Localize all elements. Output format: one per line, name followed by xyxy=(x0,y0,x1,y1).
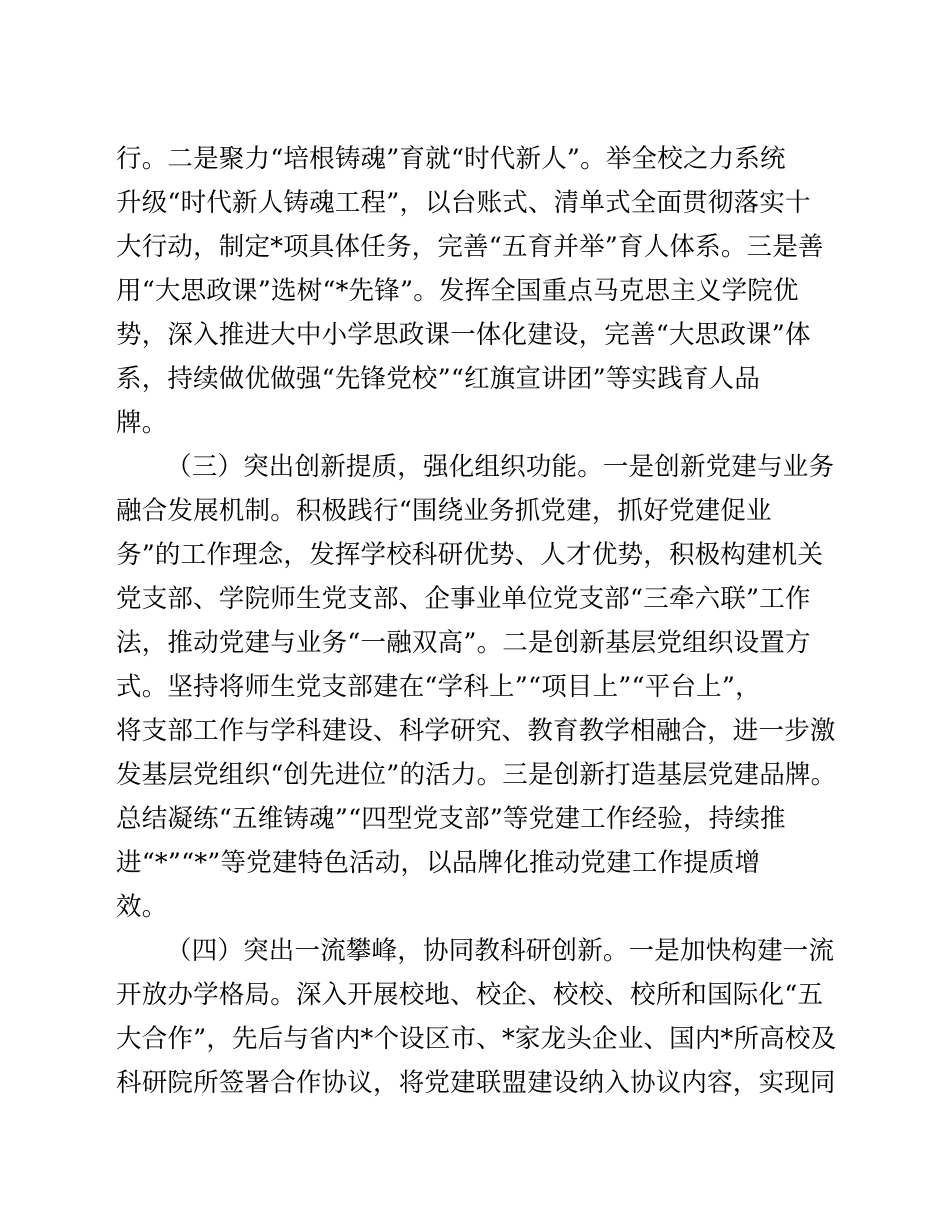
text-line: 式。坚持将师生党支部建在“学科上”“项目上”“平台上”， xyxy=(116,672,761,702)
text-line: 用“大思政课”选树“*先锋”。发挥全国重点马克思主义学院优 xyxy=(116,276,799,306)
text-line: 大行动，制定*项具体任务，完善“五育并举”育人体系。三是善 xyxy=(116,232,824,262)
text-line: 效。 xyxy=(116,892,168,922)
text-line: 大合作”，先后与省内*个设区市、*家龙头企业、国内*所高校及 xyxy=(116,1024,837,1054)
text-line: 党支部、学院师生党支部、企事业单位党支部“三牵六联”工作 xyxy=(116,584,811,614)
text-line: 法，推动党建与业务“一融双高”。二是创新基层党组织设置方 xyxy=(116,628,811,658)
text-line: 科研院所签署合作协议，将党建联盟建设纳入协议内容，实现同 xyxy=(116,1068,836,1098)
section-heading-line: （三）突出创新提质，强化组织功能。一是创新党建与业务 xyxy=(166,452,835,482)
text-line: 升级“时代新人铸魂工程”，以台账式、清单式全面贯彻落实十 xyxy=(116,188,811,218)
text-line: 开放办学格局。深入开展校地、校企、校校、校所和国际化“五 xyxy=(116,980,824,1010)
text-line: 总结凝练“五维铸魂”“四型党支部”等党建工作经验，持续推 xyxy=(116,804,786,834)
text-line: 发基层党组织“创先进位”的活力。三是创新打造基层党建品牌。 xyxy=(116,760,837,790)
text-line: 行。二是聚力“培根铸魂”育就“时代新人”。举全校之力系统 xyxy=(116,144,786,174)
text-line: 系，持续做优做强“先锋党校”“红旗宣讲团”等实践育人品 xyxy=(116,364,761,394)
text-line: 势，深入推进大中小学思政课一体化建设，完善“大思政课”体 xyxy=(116,320,811,350)
text-line: 融合发展机制。积极践行“围绕业务抓党建，抓好党建促业 xyxy=(116,496,772,526)
text-line: 牌。 xyxy=(116,408,168,438)
section-heading-line: （四）突出一流攀峰，协同教科研创新。一是加快构建一流 xyxy=(166,936,835,966)
text-line: 将支部工作与学科建设、科学研究、教育教学相融合，进一步激 xyxy=(116,716,836,746)
text-line: 务”的工作理念，发挥学校科研优势、人才优势，积极构建机关 xyxy=(116,540,824,570)
text-line: 进“*”“*”等党建特色活动，以品牌化推动党建工作提质增 xyxy=(116,848,761,878)
